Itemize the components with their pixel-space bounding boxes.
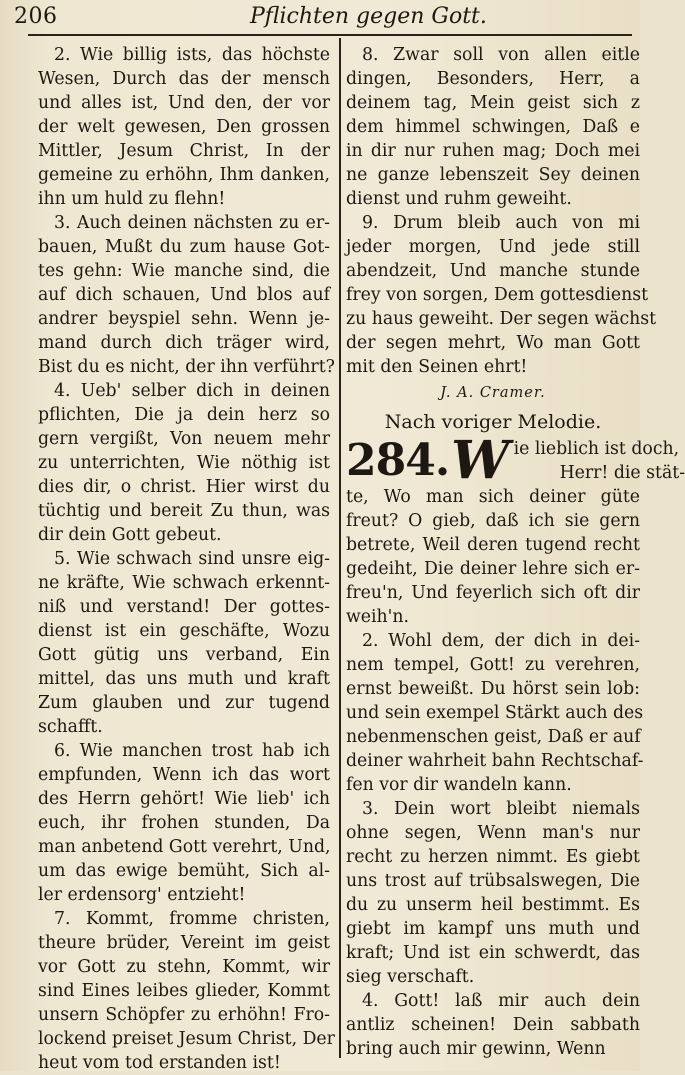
text-line: ler erdensorg' entzieht! <box>38 885 246 905</box>
hymn-head-line: Herr! die stät- <box>559 463 685 483</box>
text-line: du zu unserm heil bestimmt. Es <box>346 895 640 915</box>
text-line: dir dein Gott gebeut. <box>38 525 222 545</box>
text-line: giebt im kampf uns muth und <box>346 919 640 939</box>
text-line: dingen, Besonders, Herr, a <box>346 69 640 89</box>
text-line: und alles ist, Und den, der vor <box>38 93 330 113</box>
text-line: sieg verschaft. <box>346 967 475 987</box>
text-line: tes gehn: Wie manche sind, die <box>38 261 330 281</box>
text-line: tüchtig und bereit Zu thun, was <box>38 501 330 521</box>
text-line: weih'n. <box>346 607 410 627</box>
right-column-top-text <box>346 43 657 379</box>
text-line: dem himmel schwingen, Daß e <box>346 117 640 137</box>
text-line: der segen mehrt, Wo man Gott <box>346 333 640 353</box>
text-line: gern vergißt, Von neuem mehr <box>38 429 330 449</box>
hymn-body <box>346 485 644 1061</box>
text-line: ernst beweißt. Du hörst sein lob: <box>346 679 640 699</box>
melody-note: Nach voriger Melodie. <box>384 411 602 433</box>
text-line: 9. Drum bleib auch von mi <box>362 213 640 233</box>
text-line: dies dir, o christ. Hier wirst du <box>38 477 330 497</box>
text-line: freut? O gieb, daß ich sie gern <box>346 511 640 531</box>
text-line: 7. Kommt, fromme christen, <box>54 909 330 929</box>
text-line: unsern Schöpfer zu erhöhn! Fro- <box>38 1005 330 1025</box>
text-line: in dir nur ruhen mag; Doch mei <box>346 141 640 161</box>
text-line: frey von sorgen, Dem gottesdienst <box>346 285 649 305</box>
text-line: theure brüder, Vereint im geist <box>38 933 330 953</box>
text-line: gedeiht, Die deiner lehre sich er- <box>346 559 640 579</box>
text-line: recht zu herzen nimmt. Es giebt <box>346 847 640 867</box>
text-line: ohne segen, Wenn man's nur <box>346 823 640 843</box>
text-line: zu unterrichten, Wie nöthig ist <box>38 453 330 473</box>
text-line: deiner wahrheit bahn Rechtschaf- <box>346 751 644 771</box>
text-line: Bist du es nicht, der ihn verführt? <box>38 357 335 377</box>
hymn-first-lines <box>514 437 685 485</box>
page-header <box>0 0 640 34</box>
text-line: 4. Gott! laß mir auch dein <box>362 991 640 1011</box>
text-line: bauen, Mußt du zum hause Got- <box>38 237 330 257</box>
text-line: 2. Wie billig ists, das höchste <box>54 45 330 65</box>
text-line: der welt gewesen, Den grossen <box>38 117 330 137</box>
text-line: um das ewige bemüht, Sich al- <box>38 861 330 881</box>
text-line: mittel, das uns muth und kraft <box>38 669 330 689</box>
text-line: abendzeit, Und manche stunde <box>346 261 640 281</box>
text-line: sind Eines leibes glieder, Kommt <box>38 981 330 1001</box>
text-line: antliz scheinen! Dein sabbath <box>346 1015 640 1035</box>
text-line: Mittler, Jesum Christ, In der <box>38 141 330 161</box>
text-line: mand durch dich träger wird, <box>38 333 330 353</box>
text-line: fen vor dir wandeln kann. <box>346 775 572 795</box>
text-line: nem tempel, Gott! zu verehren, <box>346 655 640 675</box>
text-line: andrer beyspiel sehn. Wenn je- <box>38 309 330 329</box>
text-line: uns trost auf trübsalswegen, Die <box>346 871 640 891</box>
left-column <box>38 43 335 1075</box>
text-line: Zum glauben und zur tugend <box>38 693 330 713</box>
column-divider <box>339 38 341 1058</box>
text-line: ihn um huld zu flehn! <box>38 189 226 209</box>
text-line: heut vom tod erstanden ist! <box>38 1053 281 1073</box>
text-line: 5. Wie schwach sind unsre eig- <box>54 549 330 569</box>
text-line: auf dich schauen, Und blos auf <box>38 285 330 305</box>
text-line: 3. Auch deinen nächsten zu er- <box>54 213 330 233</box>
hymn-number: 284. <box>346 435 450 486</box>
text-line: jeder morgen, Und jede still <box>346 237 640 257</box>
drop-cap-initial: W <box>451 430 510 491</box>
text-line: mit den Seinen ehrt! <box>346 357 528 377</box>
hymn-head-line: ie lieblich ist doch, <box>513 439 680 459</box>
text-line: dienst ist ein geschäfte, Wozu <box>38 621 330 641</box>
text-line: euch, ihr frohen stunden, Da <box>38 813 330 833</box>
text-line: te, Wo man sich deiner güte <box>346 487 640 507</box>
text-line: schafft. <box>38 717 103 737</box>
text-line: Wesen, Durch das der mensch <box>38 69 330 89</box>
hymn-author: J. A. Cramer. <box>440 385 546 401</box>
text-line: empfunden, Wenn ich das wort <box>38 765 330 785</box>
text-line: man anbetend Gott verehrt, Und, <box>38 837 331 857</box>
header-rule <box>28 34 632 36</box>
text-line: bring auch mir gewinn, Wenn <box>346 1039 606 1059</box>
running-head: Pflichten gegen Gott. <box>250 4 487 29</box>
text-line: des Herrn gehört! Wie lieb' ich <box>38 789 330 809</box>
text-line: gemeine zu erhöhn, Ihm danken, <box>38 165 330 185</box>
text-line: zu haus geweiht. Der segen wächst <box>346 309 657 329</box>
page-number: 206 <box>14 4 58 29</box>
text-line: 8. Zwar soll von allen eitle <box>362 45 640 65</box>
text-line: ne kräfte, Wie schwach erkennt- <box>38 573 330 593</box>
text-line: und sein exempel Stärkt auch des <box>346 703 644 723</box>
text-line: nebenmenschen geist, Daß er auf <box>346 727 641 747</box>
text-line: freu'n, Und feyerlich sich oft dir <box>346 583 640 603</box>
text-line: lockend preiset Jesum Christ, Der <box>38 1029 335 1049</box>
right-column <box>346 43 685 1061</box>
text-line: 4. Ueb' selber dich in deinen <box>54 381 330 401</box>
text-line: Gott gütig uns verband, Ein <box>38 645 330 665</box>
text-line: 6. Wie manchen trost hab ich <box>54 741 330 761</box>
text-line: dienst und ruhm geweiht. <box>346 189 572 209</box>
text-line: vor Gott zu stehn, Kommt, wir <box>38 957 330 977</box>
hymn-heading <box>346 430 685 491</box>
text-line: ne ganze lebenszeit Sey deinen <box>346 165 640 185</box>
text-line: pflichten, Die ja dein herz so <box>38 405 330 425</box>
text-line: 2. Wohl dem, der dich in dei- <box>362 631 640 651</box>
text-line: betrete, Weil deren tugend recht <box>346 535 640 555</box>
text-line: kraft; Und ist ein schwerdt, das <box>346 943 640 963</box>
text-line: 3. Dein wort bleibt niemals <box>362 799 640 819</box>
text-line: niß und verstand! Der gottes- <box>38 597 330 617</box>
text-line: deinem tag, Mein geist sich z <box>346 93 640 113</box>
